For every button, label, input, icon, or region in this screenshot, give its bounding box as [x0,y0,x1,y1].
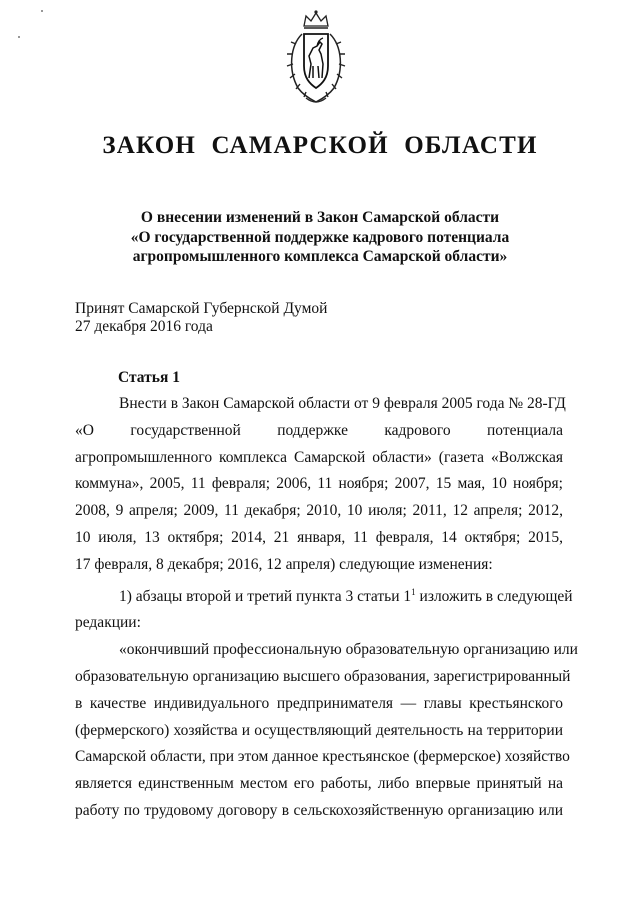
body-line: 17 февраля, 8 декабря; 2016, 12 апреля) следующие изменения: [75,555,493,573]
article-superscript: 1 [411,586,416,597]
quote-line: работу по трудовому договору в сельскохозяйственную организацию или [75,801,563,819]
law-title: ЗАКОН САМАРСКОЙ ОБЛАСТИ [102,132,538,159]
article-heading: Статья 1 [118,369,180,386]
article-body [75,391,578,825]
quote-line: в качестве индивидуального предпринимателя — главы крестьянского [75,694,563,712]
law-subject [60,208,580,267]
body-line: 10 июля, 13 октября; 2014, 21 января, 11 февраля, 14 октября; 2015, [75,528,563,546]
body-line: 2008, 9 апреля; 2009, 11 декабря; 2010, 10 июля; 2011, 12 апреля; 2012, [75,502,563,520]
body-line: «О государственной поддержке кадрового потенциала [75,421,563,439]
law-subject-line: «О государственной поддержке кадрового потенциала [130,228,510,246]
amendment-item-1 [75,579,573,611]
amendment-item-text: изложить в следующей [415,587,573,605]
adoption-info [75,300,327,336]
body-line: агропромышленного комплекса Самарской области» (газета «Волжская [75,448,563,466]
adoption-date: 27 декабря 2016 года [75,318,213,335]
quote-line: (фермерского) хозяйства и осуществляющий деятельность на территории [75,721,563,739]
body-line: Внести в Закон Самарской области от 9 февраля 2005 года № 28-ГД [119,395,566,412]
quote-line: является единственным местом его работы, либо впервые принятый на [75,775,563,793]
scan-speck [41,10,43,12]
quote-line: Самарской области, при этом данное крестьянское (фермерское) хозяйство [75,748,570,766]
quote-line: «окончивший профессиональную образовательную организацию или [119,641,578,659]
law-subject-line: агропромышленного комплекса Самарской области» [132,248,508,265]
law-subject-line: О внесении изменений в Закон Самарской области [140,209,500,226]
scan-speck [18,36,20,38]
coat-of-arms-icon [282,8,350,108]
body-line: коммуна», 2005, 11 февраля; 2006, 11 ноября; 2007, 15 мая, 10 ноября; [75,475,563,493]
quote-line: образовательную организацию высшего образования, зарегистрированный [75,667,571,685]
body-line: редакции: [75,614,141,632]
amendment-item-text: 1) абзацы второй и третий пункта 3 статьи 1 [119,587,412,605]
adopted-by: Принят Самарской Губернской Думой [75,300,328,317]
